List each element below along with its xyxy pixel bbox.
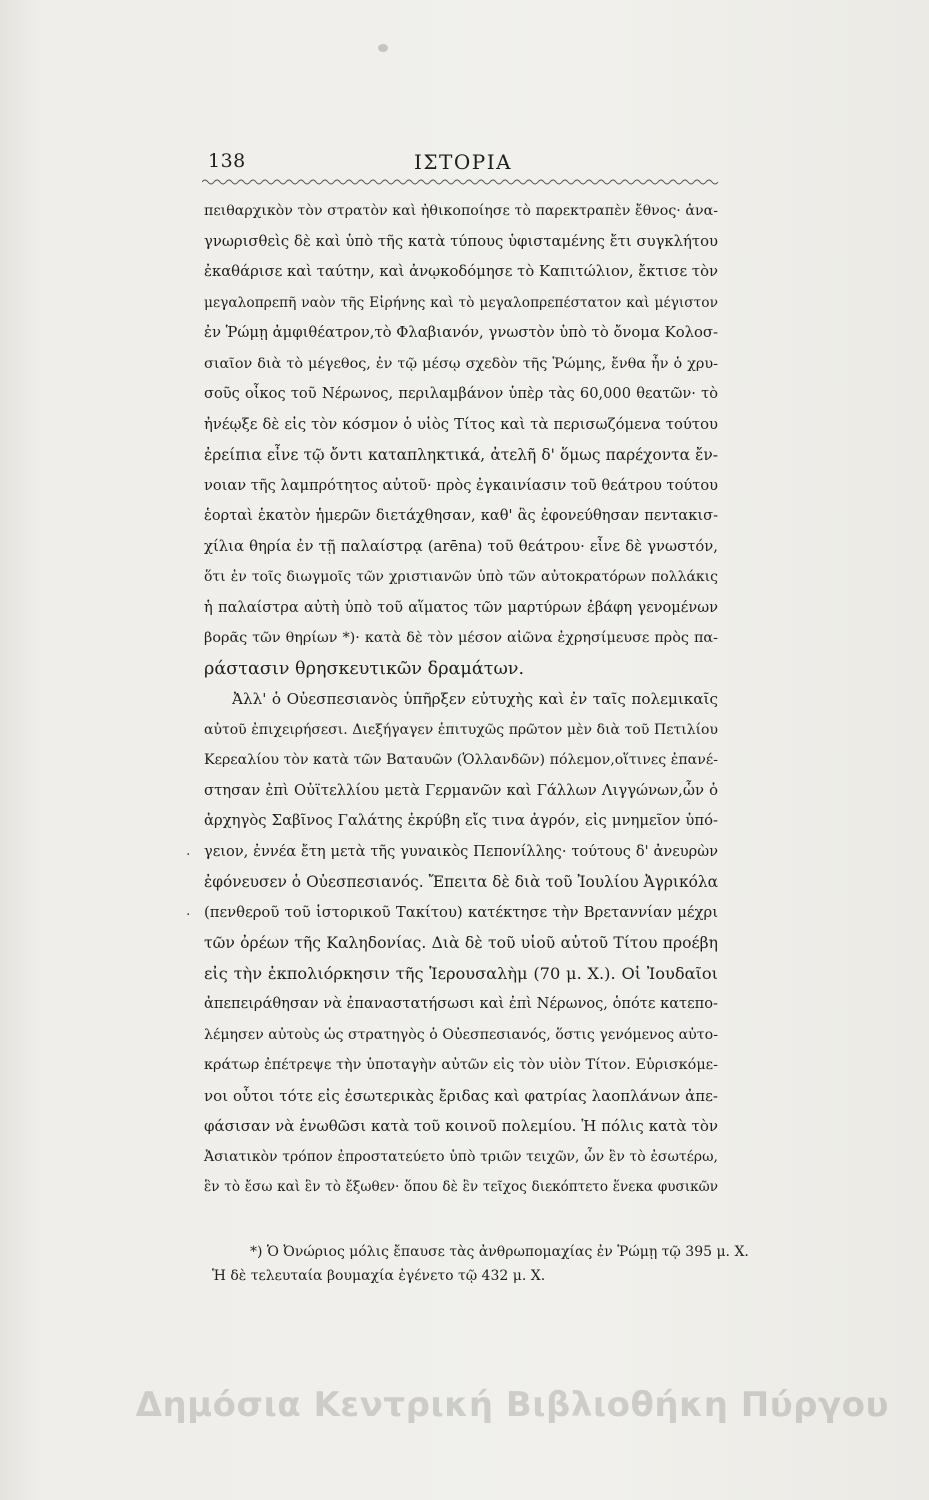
- text-line: ἀπεπειράθησαν νὰ ἐπαναστατήσωσι καὶ ἐπὶ Νέρωνος, ὁπότε κατεπο-: [204, 995, 718, 1012]
- text-line: φάσισαν νὰ ἑνωθῶσι κατὰ τοῦ κοινοῦ πολεμίου. Ἡ πόλις κατὰ τὸν: [204, 1117, 718, 1135]
- text-line: εἰς τὴν ἐκπολιόρκησιν τῆς Ἱερουσαλὴμ (70 μ. Χ.). Οἱ Ἰουδαῖοι: [204, 963, 718, 983]
- text-line: σιαῖον διὰ τὸ μέγεθος, ἐν τῷ μέσῳ σχεδὸν τῆς Ῥώμης, ἔνθα ἦν ὁ χρυ-: [204, 355, 718, 372]
- ink-spot: [378, 44, 388, 52]
- running-title: ΙΣΤΟΡΙΑ: [413, 150, 513, 174]
- text-line: ἓν τὸ ἔσω καὶ ἓν τὸ ἔξωθεν· ὅπου δὲ ἓν τεῖχος διεκόπτετο ἕνεκα φυσικῶν: [204, 1179, 718, 1195]
- text-line: λέμησεν αὐτοὺς ὡς στρατηγὸς ὁ Οὐεσπεσιανός, ὅστις γενόμενος αὐτο-: [204, 1026, 718, 1043]
- body-text: [204, 196, 718, 1203]
- text-line: ἀρχηγὸς Σαβῖνος Γαλάτης ἐκρύβη εἴς τινα ἀγρόν, εἰς μνημεῖον ὑπό-: [204, 812, 718, 829]
- footnotes: [204, 1240, 749, 1288]
- page-number: 138: [208, 150, 246, 172]
- text-line: κράτωρ ἐπέτρεψε τὴν ὑποταγὴν αὐτῶν εἰς τὸν υἱὸν Τίτον. Εὑρισκόμε-: [204, 1057, 718, 1073]
- text-line: Ἀσιατικὸν τρόπον ἐπροστατεύετο ὑπὸ τριῶν τειχῶν, ὧν ἓν τὸ ἐσωτέρω,: [204, 1148, 718, 1165]
- text-line: ἐκαθάρισε καὶ ταύτην, καὶ ἀνῳκοδόμησε τὸ Καπιτώλιον, ἔκτισε τὸν: [204, 263, 718, 280]
- text-line: πειθαρχικὸν τὸν στρατὸν καὶ ἠθικοποίησε τὸ παρεκτραπὲν ἔθνος· ἀνα-: [204, 203, 718, 219]
- text-line: γειον, ἐννέα ἔτη μετὰ τῆς γυναικὸς Πεπονίλλης· τούτους δ' ἀνευρὼν: [204, 842, 718, 860]
- text-line: ράστασιν θρησκευτικῶν δραμάτων.: [204, 658, 525, 679]
- text-line: (πενθεροῦ τοῦ ἱστορικοῦ Τακίτου) κατέκτησε τὴν Βρεταννίαν μέχρι: [204, 903, 718, 921]
- text-line: Ἀλλ' ὁ Οὐεσπεσιανὸς ὑπῆρξεν εὐτυχὴς καὶ ἐν ταῖς πολεμικαῖς: [232, 690, 718, 708]
- text-line: νοιαν τῆς λαμπρότητος αὐτοῦ· πρὸς ἐγκαινίασιν τοῦ θεάτρου τούτου: [204, 476, 718, 494]
- text-line: ἐν Ῥώμῃ ἀμφιθέατρον,τὸ Φλαβιανόν, γνωστὸν ὑπὸ τὸ ὄνομα Κολοσ-: [204, 324, 718, 341]
- text-line: ἐρείπια εἶνε τῷ ὄντι καταπληκτικά, ἀτελῆ δ' ὅμως παρέχοντα ἔν-: [204, 446, 718, 464]
- text-line: ἐφόνευσεν ὁ Οὐεσπεσιανός. Ἔπειτα δὲ διὰ τοῦ Ἰουλίου Ἀγρικόλα: [204, 873, 718, 891]
- text-line: χίλια θηρία ἐν τῇ παλαίστρᾳ (arēna) τοῦ θεάτρου· εἶνε δὲ γνωστόν,: [204, 537, 718, 555]
- text-line: ἠνέῳξε δὲ εἰς τὸν κόσμον ὁ υἱὸς Τίτος καὶ τὰ περισωζόμενα τούτου: [204, 415, 718, 433]
- text-line: σοῦς οἶκος τοῦ Νέρωνος, περιλαμβάνον ὑπὲρ τὰς 60,000 θεατῶν· τὸ: [204, 385, 718, 402]
- footnote-line: Ἡ δὲ τελευταία βουμαχία ἐγένετο τῷ 432 μ. Χ.: [212, 1268, 546, 1284]
- margin-dot: ·: [186, 907, 191, 923]
- text-line: βορᾶς τῶν θηρίων *)· κατὰ δὲ τὸν μέσον αἰῶνα ἐχρησίμευσε πρὸς πα-: [204, 630, 718, 646]
- footnote-line: *) Ὁ Ὀνώριος μόλις ἔπαυσε τὰς ἀνθρωπομαχίας ἐν Ῥώμῃ τῷ 395 μ. Χ.: [250, 1244, 749, 1260]
- margin-dot: ·: [186, 847, 191, 863]
- text-line: νοι οὗτοι τότε εἰς ἐσωτερικὰς ἔριδας καὶ φατρίας λαοπλάνων ἀπε-: [204, 1086, 718, 1105]
- text-line: Κερεαλίου τὸν κατὰ τῶν Βαταυῶν (Ὁλλανδῶν) πόλεμον,οἵτινες ἐπανέ-: [204, 752, 718, 768]
- library-watermark: Δημόσια Κεντρική Βιβλιοθήκη Πύργου: [135, 1385, 889, 1425]
- text-line: μεγαλοπρεπῆ ναὸν τῆς Εἰρήνης καὶ τὸ μεγαλοπρεπέστατον καὶ μέγιστον: [204, 294, 718, 311]
- wavy-header-rule: [202, 176, 722, 188]
- text-line: ἡ παλαίστρα αὐτὴ ὑπὸ τοῦ αἵματος τῶν μαρτύρων ἐβάφη γενομένων: [204, 598, 718, 616]
- text-line: γνωρισθεὶς δὲ καὶ ὑπὸ τῆς κατὰ τύπους ὑφισταμένης ἔτι συγκλήτου: [204, 232, 718, 250]
- text-line: ἑορταὶ ἑκατὸν ἡμερῶν διετάχθησαν, καθ' ἃς ἐφονεύθησαν πεντακισ-: [204, 507, 718, 524]
- text-line: αὐτοῦ ἐπιχειρήσεσι. Διεξήγαγεν ἐπιτυχῶς πρῶτον μὲν διὰ τοῦ Πετιλίου: [204, 721, 718, 738]
- text-line: τῶν ὀρέων τῆς Καληδονίας. Διὰ δὲ τοῦ υἱοῦ αὐτοῦ Τίτου προέβη: [204, 934, 718, 952]
- text-line: ὅτι ἐν τοῖς διωγμοῖς τῶν χριστιανῶν ὑπὸ τῶν αὐτοκρατόρων πολλάκις: [204, 569, 718, 585]
- text-line: στησαν ἐπὶ Οὐϊτελλίου μετὰ Γερμανῶν καὶ Γάλλων Λιγγώνων,ὧν ὁ: [204, 781, 718, 799]
